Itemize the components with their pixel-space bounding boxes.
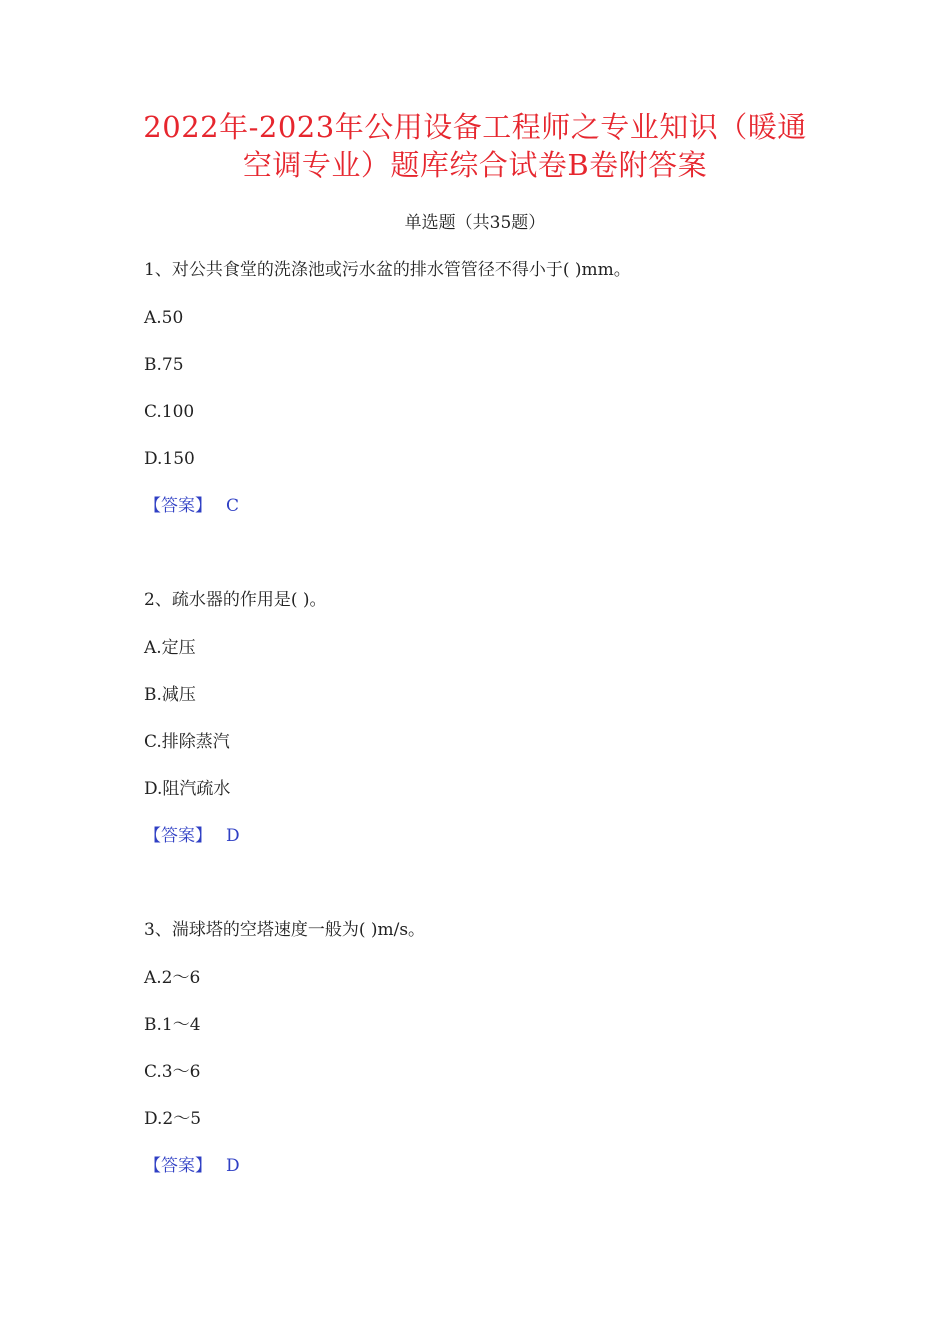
answer-label: 【答案】 [144,826,212,846]
answer-value: D [226,1156,240,1176]
title-line-1: 2022年-2023年公用设备工程师之专业知识（暖通 [143,110,807,144]
answer-label: 【答案】 [144,1156,212,1176]
option-c: C.3～6 [144,1062,201,1082]
answer-line [144,823,240,849]
question-stem: 2、疏水器的作用是( )。 [144,590,327,610]
answer-label: 【答案】 [144,496,212,516]
option-d: D.150 [144,449,195,469]
option-a: A.定压 [144,638,196,658]
answer-line [144,1153,240,1179]
answer-value: C [226,496,240,516]
answer-line [144,493,239,519]
option-a: A.50 [144,308,184,328]
question-stem: 1、对公共食堂的洗涤池或污水盆的排水管管径不得小于( )mm。 [144,260,631,280]
document-title [110,108,840,184]
answer-value: D [226,826,240,846]
option-d: D.2～5 [144,1109,202,1129]
option-d: D.阻汽疏水 [144,779,231,799]
option-c: C.100 [144,402,195,422]
option-b: B.75 [144,355,184,375]
section-heading: 单选题（共35题） [404,213,546,233]
option-b: B.1～4 [144,1015,201,1035]
option-a: A.2～6 [144,968,201,988]
title-line-2: 空调专业）题库综合试卷B卷附答案 [242,148,708,182]
option-b: B.减压 [144,685,196,705]
option-c: C.排除蒸汽 [144,732,230,752]
question-stem: 3、湍球塔的空塔速度一般为( )m/s。 [144,920,426,940]
